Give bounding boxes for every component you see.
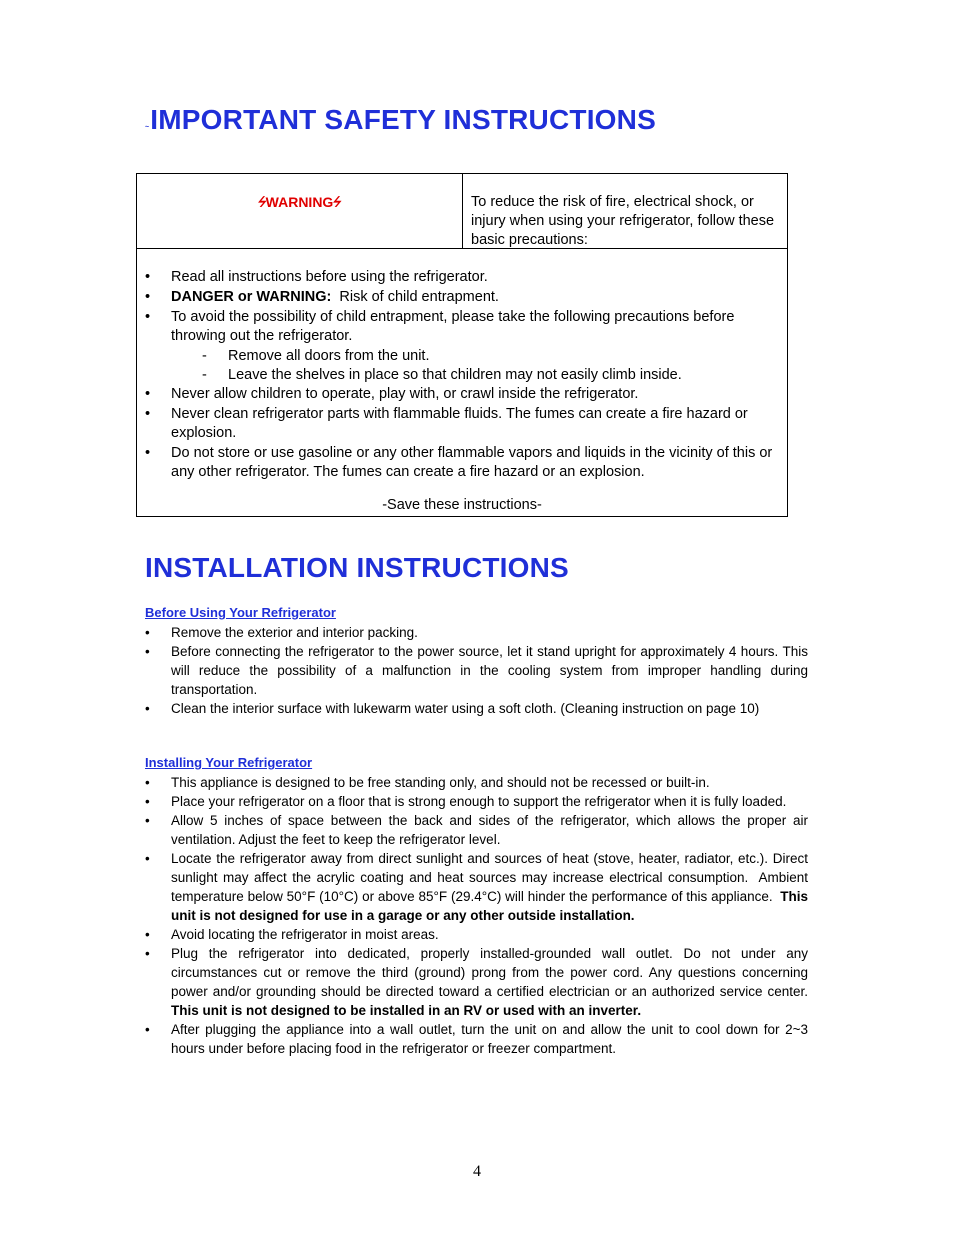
installing-list: [145, 773, 816, 1058]
save-instructions-note: -Save these instructions-: [382, 497, 542, 513]
safety-title: [145, 104, 656, 136]
list-item: • Allow 5 inches of space between the back and sides of the refrigerator, which allows the proper air ventilation. Adjust the feet to keep the refrigerator level.: [145, 813, 808, 847]
anchor-mark: ~: [145, 124, 150, 131]
lightning-bolt-icon: ϟ: [255, 194, 268, 211]
safety-title-text: IMPORTANT SAFETY INSTRUCTIONS: [150, 104, 656, 135]
safety-item: • Do not store or use gasoline or any other flammable vapors and liquids in the vicinity of this or any other refrigerator. The fumes can create a fire hazard or an explosion.: [145, 445, 773, 480]
safety-item: • DANGER or WARNING: Risk of child entrapment.: [145, 289, 499, 305]
warning-box: [136, 173, 788, 517]
safety-item: • Never clean refrigerator parts with flammable fluids. The fumes can create a fire hazard or explosion.: [145, 406, 748, 441]
list-item: • After plugging the appliance into a wall outlet, turn the unit on and allow the unit to cool down for 2~3 hours under before placing food in the refrigerator or freezer compartment.: [145, 1022, 808, 1056]
safety-sub-item: - Leave the shelves in place so that children may not easily climb inside.: [202, 367, 682, 383]
warning-header-row: [137, 174, 787, 249]
warning-label: [137, 194, 462, 211]
list-item: • Avoid locating the refrigerator in moist areas.: [145, 927, 439, 942]
list-item: • Place your refrigerator on a floor that is strong enough to support the refrigerator when it is fully loaded.: [145, 794, 787, 809]
lightning-bolt-icon: ϟ: [331, 194, 344, 211]
list-item: • This appliance is designed to be free standing only, and should not be recessed or built-in.: [145, 775, 710, 790]
before-using-list: [145, 623, 808, 718]
list-item: • Plug the refrigerator into dedicated, properly installed-grounded wall outlet. Do not under any circumstances cut or remove the third (ground) prong from the power cord. Any questions concerning power and/or grounding should be directed toward a certified electrician or an authorized service center. This unit is not designed to be installed in an RV or used with an inverter.: [145, 946, 816, 1018]
safety-item: • Never allow children to operate, play with, or crawl inside the refrigerator.: [145, 386, 639, 402]
safety-item: • Read all instructions before using the refrigerator.: [145, 269, 488, 285]
before-using-heading: Before Using Your Refrigerator: [145, 605, 336, 620]
safety-sub-item: - Remove all doors from the unit.: [202, 348, 430, 364]
installing-heading: Installing Your Refrigerator: [145, 755, 313, 770]
list-item: • Remove the exterior and interior packing.: [145, 625, 418, 640]
installation-title: INSTALLATION INSTRUCTIONS: [145, 552, 569, 583]
list-item: • Locate the refrigerator away from direct sunlight and sources of heat (stove, heater, radiator, etc.). Direct sunlight may affect the acrylic coating and heat sources may increase electrical consumption. Ambient temperature below 50°F (10°C) or above 85°F (29.4°C) will hinder the performance of this appliance. This unit is not designed for use in a garage or any other outside installation.: [145, 851, 812, 923]
page-number: 4: [473, 1163, 481, 1180]
safety-list: [137, 268, 787, 483]
warning-description: To reduce the risk of fire, electrical shock, or injury when using your refrigerator, follow these basic precautions:: [471, 194, 775, 248]
warning-label-text: WARNING: [265, 194, 334, 210]
table-divider: [462, 174, 463, 249]
list-item: • Clean the interior surface with lukewarm water using a soft cloth. (Cleaning instruction on page 10): [145, 701, 760, 716]
list-item: • Before connecting the refrigerator to the power source, let it stand upright for approximately 4 hours. This will reduce the possibility of a malfunction in the cooling system from improper handling during transportation.: [145, 644, 808, 697]
safety-item: • To avoid the possibility of child entrapment, please take the following precautions before throwing out the refrigerator.: [145, 309, 735, 344]
